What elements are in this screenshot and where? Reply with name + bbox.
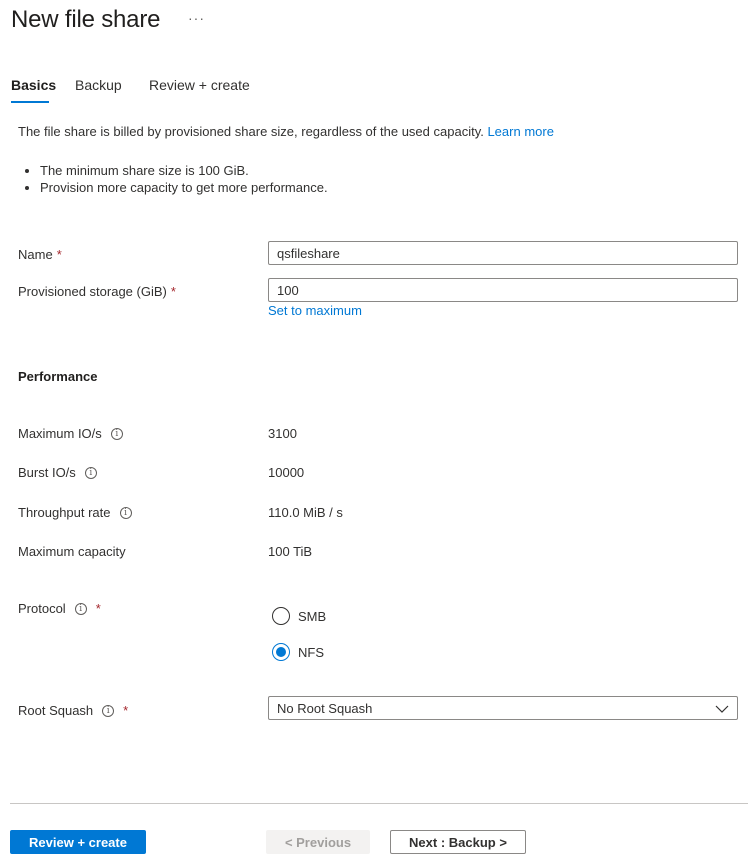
name-label	[18, 247, 62, 262]
provisioned-storage-input[interactable]	[268, 278, 738, 302]
billing-description	[18, 124, 554, 139]
protocol-label	[18, 601, 101, 616]
throughput-rate-label-text: Throughput rate	[18, 505, 111, 520]
radio-button-smb[interactable]	[272, 607, 290, 625]
billing-description-text: The file share is billed by provisioned share size, regardless of the used capacity.	[18, 124, 488, 139]
root-squash-label	[18, 703, 128, 718]
chevron-down-icon	[715, 701, 729, 716]
maximum-ios-label	[18, 426, 123, 441]
info-icon[interactable]: i	[120, 507, 132, 519]
list-item: • The minimum share size is 100 GiB.	[40, 162, 328, 179]
radio-label-smb: SMB	[298, 608, 327, 624]
required-marker: *	[95, 601, 101, 616]
info-icon[interactable]: i	[111, 428, 123, 440]
tab-backup[interactable]: Backup	[75, 77, 122, 93]
info-icon[interactable]: i	[102, 705, 114, 717]
page-title: New file share	[11, 6, 161, 33]
radio-smb[interactable]	[272, 607, 326, 625]
burst-ios-label-text: Burst IO/s	[18, 465, 76, 480]
tab-basics[interactable]: Basics	[11, 77, 57, 93]
burst-ios-value: 10000	[268, 465, 305, 480]
provisioned-storage-label-text: Provisioned storage (GiB)	[18, 284, 167, 299]
provisioned-storage-label	[18, 284, 176, 299]
required-marker: *	[123, 703, 129, 718]
previous-button[interactable]: < Previous	[266, 830, 370, 854]
active-tab-indicator	[11, 101, 49, 103]
maximum-ios-value: 3100	[268, 426, 297, 441]
radio-button-nfs[interactable]	[272, 643, 290, 661]
info-icon[interactable]: i	[85, 467, 97, 479]
root-squash-selected-value: No Root Squash	[277, 700, 373, 716]
radio-selected-dot	[276, 647, 286, 657]
radio-label-nfs: NFS	[298, 644, 324, 660]
footer-divider	[10, 803, 748, 804]
info-icon[interactable]: i	[75, 603, 87, 615]
radio-nfs[interactable]	[272, 643, 324, 661]
required-marker: *	[56, 247, 62, 262]
throughput-rate-value: 110.0 MiB / s	[268, 505, 343, 520]
maximum-ios-label-text: Maximum IO/s	[18, 426, 102, 441]
list-item: • Provision more capacity to get more performance.	[40, 179, 328, 196]
info-bullet-list	[18, 162, 328, 196]
tab-review-create[interactable]: Review + create	[149, 77, 250, 93]
set-to-maximum-link[interactable]: Set to maximum	[268, 303, 362, 318]
next-backup-button[interactable]: Next : Backup >	[390, 830, 526, 854]
throughput-rate-label	[18, 505, 132, 520]
maximum-capacity-value: 100 TiB	[268, 544, 313, 559]
maximum-capacity-label-text: Maximum capacity	[18, 544, 126, 559]
more-icon[interactable]: ···	[188, 10, 205, 26]
maximum-capacity-label	[18, 544, 126, 559]
learn-more-link[interactable]: Learn more	[487, 124, 554, 139]
name-label-text: Name	[18, 247, 53, 262]
required-marker: *	[170, 284, 176, 299]
burst-ios-label	[18, 465, 97, 480]
performance-heading: Performance	[18, 369, 98, 384]
review-create-button[interactable]: Review + create	[10, 830, 146, 854]
root-squash-label-text: Root Squash	[18, 703, 94, 718]
name-input[interactable]	[268, 241, 738, 265]
protocol-label-text: Protocol	[18, 601, 66, 616]
root-squash-select[interactable]	[268, 696, 738, 720]
